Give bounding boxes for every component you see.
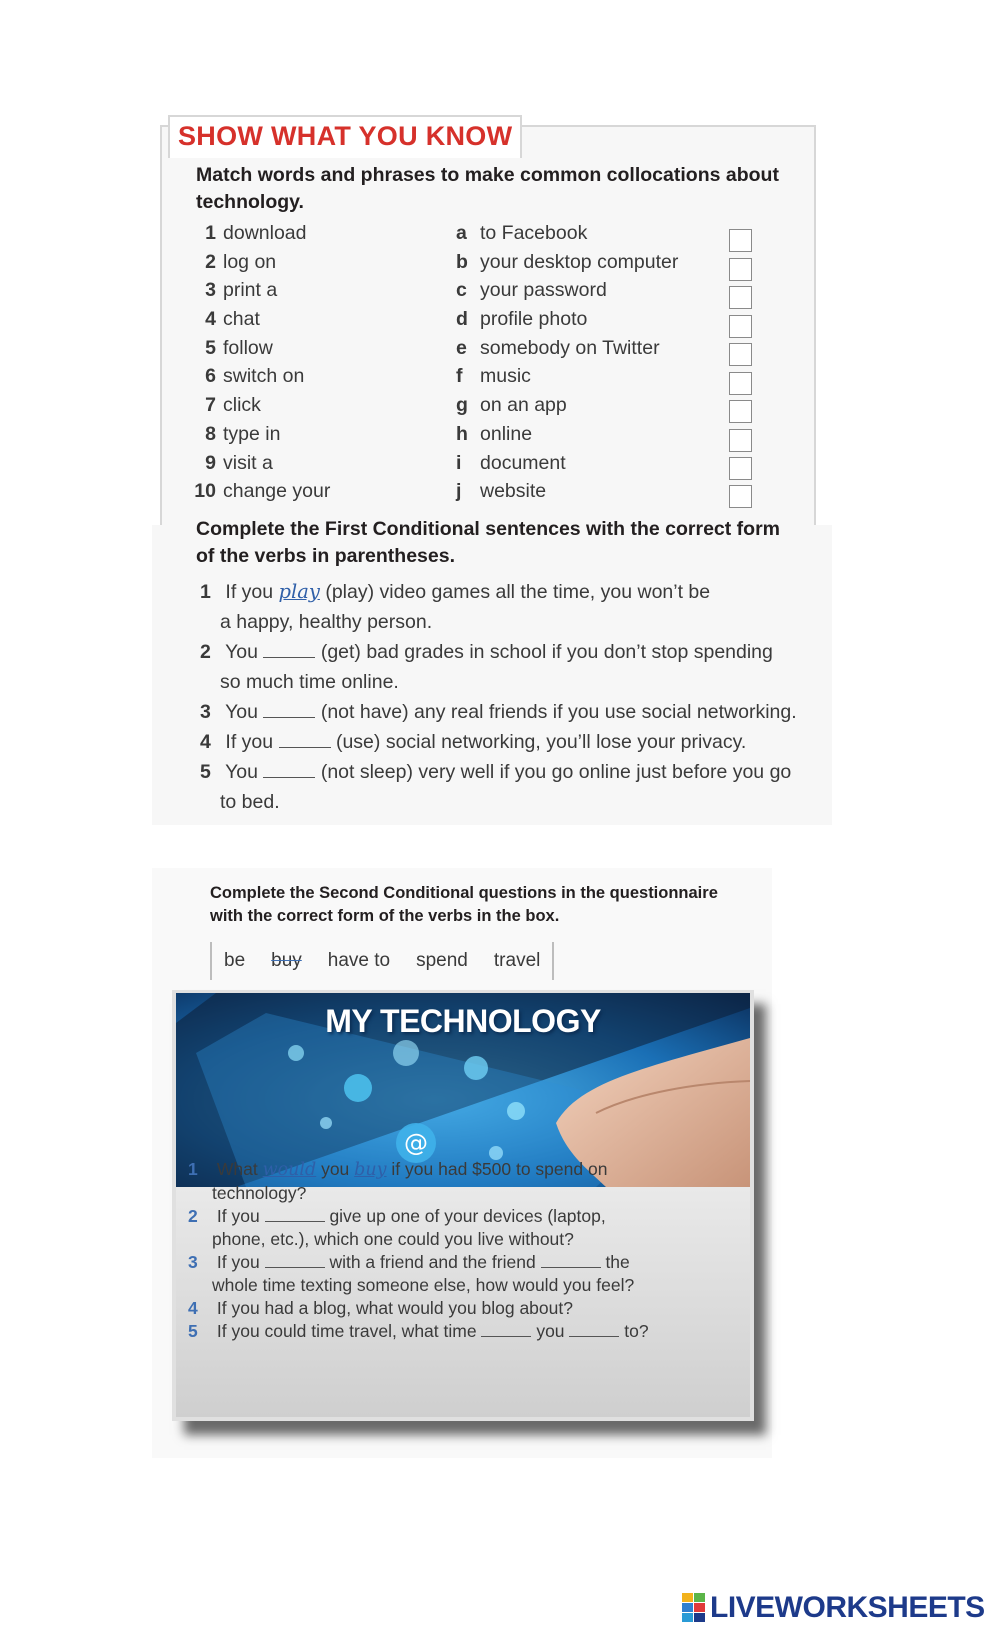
email-icon — [464, 1056, 488, 1080]
list-item: 9 visit a — [205, 451, 273, 474]
answer-box-e[interactable] — [729, 343, 752, 366]
left-column — [182, 219, 330, 506]
question-5: 5 If you could time travel, what time you to? — [188, 1321, 649, 1341]
answer-box-g[interactable] — [729, 400, 752, 423]
answer-field-4[interactable] — [279, 729, 331, 748]
list-item: 8 type in — [205, 422, 281, 445]
liveworksheets-logo[interactable] — [682, 1590, 985, 1626]
list-item: d profile photo — [456, 308, 588, 331]
answer-field-3[interactable] — [263, 699, 315, 718]
answer-field-q1b[interactable]: buy — [354, 1160, 387, 1180]
answer-field-q1a[interactable]: would — [262, 1160, 317, 1180]
answer-field-q5b[interactable] — [569, 1321, 619, 1337]
match-instructions: Match words and phrases to make common collocations about technology. — [196, 164, 779, 213]
question-2: 2 If you give up one of your devices (laptop, — [188, 1206, 606, 1226]
first-conditional-sentences: 1 If you play (play) video games all the time, you won’t be a happy, healthy person. 2 You (get) bad grades in school if you don’t stop spending so much time online. 3 You (not have) any real friends if you use social networking. 4 If you (use) social networking, you’ll lose your privacy. 5 You (not sleep) very well if you go online just before you go to bed. — [200, 577, 797, 817]
logo-blocks-icon — [682, 1593, 706, 1623]
sentence-3: 3 You (not have) any real friends if you use social networking. — [200, 701, 797, 723]
word-box-item: be — [224, 950, 246, 971]
second-conditional-instructions: Complete the Second Conditional questions in the questionnaire with the correct form of the verbs in the box. — [210, 884, 718, 925]
list-item: h online — [456, 422, 533, 445]
section-heading: SHOW WHAT YOU KNOW — [168, 115, 522, 158]
logo-text: LIVEWORKSHEETS — [710, 1591, 985, 1624]
questionnaire-questions: 1 What would you buy if you had $500 to spend on technology? 2 If you give up one of your devices (laptop, phone, etc.), which one could you live without? 3 If you with a friend and the friend the whole time texting someone else, how would you feel? 4 If you had a blog, what would you blog about? 5 If you could time travel, what time you to? — [188, 1159, 649, 1341]
list-item: a to Facebook — [456, 222, 588, 244]
card-title: MY TECHNOLOGY — [325, 1003, 601, 1039]
question-3: 3 If you with a friend and the friend the — [188, 1252, 630, 1272]
list-item: 5 follow — [205, 336, 273, 359]
answer-field-q5a[interactable] — [481, 1321, 531, 1337]
list-item: f music — [456, 365, 531, 388]
answer-field-1[interactable]: play — [278, 580, 320, 603]
answer-box-j[interactable] — [729, 485, 752, 508]
answer-box-f[interactable] — [729, 372, 752, 395]
word-box-item: buy — [271, 950, 302, 971]
right-column — [456, 219, 678, 506]
sentence-4: 4 If you (use) social networking, you’ll lose your privacy. — [200, 731, 747, 753]
sentence-1: 1 If you play (play) video games all the time, you won’t be — [200, 580, 711, 603]
answer-box-c[interactable] — [729, 286, 752, 309]
answer-field-2[interactable] — [263, 639, 315, 658]
answer-field-q3b[interactable] — [541, 1252, 601, 1268]
gear-icon — [507, 1102, 525, 1120]
answer-box-h[interactable] — [729, 429, 752, 452]
answer-box-a[interactable] — [729, 229, 752, 252]
arrow-up-icon — [288, 1045, 304, 1061]
list-item: i document — [456, 451, 566, 474]
list-item: 6 switch on — [205, 365, 305, 388]
question-4: 4 If you had a blog, what would you blog about? — [188, 1298, 573, 1318]
list-item: 1 download — [205, 222, 307, 244]
word-box — [210, 942, 554, 980]
answer-box-d[interactable] — [729, 315, 752, 338]
list-item: b your desktop computer — [456, 250, 679, 273]
list-item: g on an app — [456, 394, 567, 417]
sentence-5: 5 You (not sleep) very well if you go online just before you go — [200, 761, 792, 783]
cloud-icon — [393, 1040, 419, 1066]
word-box-item: have to — [327, 950, 391, 971]
first-conditional-instructions: Complete the First Conditional sentences with the correct form of the verbs in parentheses. — [196, 518, 781, 567]
list-item: 3 print a — [205, 279, 278, 302]
svg-text:@: @ — [404, 1129, 428, 1157]
list-item: c your password — [456, 279, 607, 302]
answer-field-q3a[interactable] — [265, 1252, 325, 1268]
list-item: 10 change your — [194, 480, 331, 503]
answer-box-b[interactable] — [729, 258, 752, 281]
answer-field-5[interactable] — [263, 759, 315, 778]
list-item: 2 log on — [205, 250, 277, 273]
word-box-item: spend — [416, 950, 468, 971]
answer-box-i[interactable] — [729, 457, 752, 480]
list-item: 4 chat — [205, 308, 260, 331]
answer-field-q2[interactable] — [265, 1206, 325, 1222]
list-item: j website — [456, 480, 547, 503]
sentence-2: 2 You (get) bad grades in school if you don’t stop spending — [200, 641, 773, 663]
question-1: 1 What would you buy if you had $500 to spend on — [188, 1159, 608, 1180]
list-item: e somebody on Twitter — [456, 336, 660, 359]
phone-icon — [344, 1074, 372, 1102]
word-box-item: travel — [493, 950, 541, 971]
list-item: 7 click — [205, 394, 261, 417]
